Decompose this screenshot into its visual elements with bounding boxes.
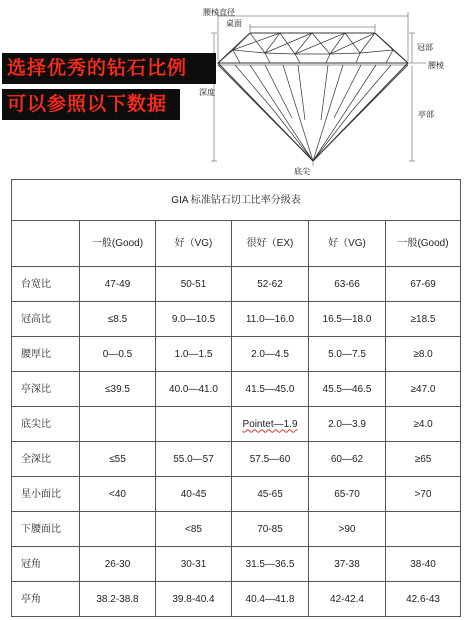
table-cell: 47-49 [80, 267, 156, 302]
table-cell: >70 [386, 477, 461, 512]
table-cell: 41.5—45.0 [232, 372, 309, 407]
table-cell: ≥4.0 [386, 407, 461, 442]
column-header: 很好（EX) [232, 221, 309, 267]
table-cell: <85 [156, 512, 232, 547]
banner-line-2: 可以参照以下数据 [2, 89, 180, 120]
table-cell: 65-70 [309, 477, 386, 512]
table-cell: 55.0—57 [156, 442, 232, 477]
table-cell: 52-62 [232, 267, 309, 302]
diamond-proportion-diagram [0, 0, 465, 175]
table-cell: 0—0.5 [80, 337, 156, 372]
row-label: 台宽比 [12, 267, 80, 302]
table-cell: ≥18.5 [386, 302, 461, 337]
table-cell [156, 407, 232, 442]
table-cell: ≥8.0 [386, 337, 461, 372]
table-cell: ≥65 [386, 442, 461, 477]
table-row [12, 372, 461, 407]
table-cell: 40-45 [156, 477, 232, 512]
table-cell: 30-31 [156, 547, 232, 582]
table-cell: 26-30 [80, 547, 156, 582]
table-corner-cell [12, 221, 80, 267]
table-cell: 45-65 [232, 477, 309, 512]
table-cell: 60—62 [309, 442, 386, 477]
row-label: 亭角 [12, 582, 80, 617]
label-girdle: 腰棱 [428, 61, 444, 70]
gia-cut-grade-table [11, 179, 461, 617]
row-label: 下腰面比 [12, 512, 80, 547]
table-cell: 5.0—7.5 [309, 337, 386, 372]
table-row [12, 442, 461, 477]
table-cell: 40.4—41.8 [232, 582, 309, 617]
table-cell: 67-69 [386, 267, 461, 302]
row-label: 冠高比 [12, 302, 80, 337]
row-label: 亭深比 [12, 372, 80, 407]
table-cell: 2.0—4.5 [232, 337, 309, 372]
row-label: 全深比 [12, 442, 80, 477]
table-cell: >90 [309, 512, 386, 547]
table-cell: ≤39.5 [80, 372, 156, 407]
row-label: 冠角 [12, 547, 80, 582]
label-pavilion: 亭部 [418, 110, 434, 119]
table-row [12, 267, 461, 302]
column-header: 好（VG) [309, 221, 386, 267]
table-cell [80, 407, 156, 442]
table-header-row [12, 221, 461, 267]
table-title: GIA 标准钻石切工比率分级表 [12, 180, 461, 221]
table-cell: 16.5—18.0 [309, 302, 386, 337]
label-girdle-diameter: 腰棱直径 [203, 8, 235, 17]
label-crown: 冠部 [417, 43, 433, 52]
column-header: 一般(Good) [386, 221, 461, 267]
table-row [12, 337, 461, 372]
table-cell: <40 [80, 477, 156, 512]
table-cell: 38.2-38.8 [80, 582, 156, 617]
table-cell: 31.5—36.5 [232, 547, 309, 582]
table-cell [232, 407, 309, 442]
table-cell [80, 512, 156, 547]
table-row [12, 407, 461, 442]
table-cell: 11.0—16.0 [232, 302, 309, 337]
table-row [12, 477, 461, 512]
table-cell: 9.0—10.5 [156, 302, 232, 337]
table-cell: 50-51 [156, 267, 232, 302]
table-cell: 38-40 [386, 547, 461, 582]
table-cell: 39.8-40.4 [156, 582, 232, 617]
table-cell: ≤8.5 [80, 302, 156, 337]
row-label: 星小面比 [12, 477, 80, 512]
table-row [12, 547, 461, 582]
label-depth: 深度 [199, 88, 215, 97]
table-cell: 40.0—41.0 [156, 372, 232, 407]
table-cell: 57.5—60 [232, 442, 309, 477]
table-row [12, 302, 461, 337]
table-cell: 70-85 [232, 512, 309, 547]
banner-line-1: 选择优秀的钻石比例 [2, 53, 216, 84]
table-row [12, 582, 461, 617]
table-cell: 63-66 [309, 267, 386, 302]
table-cell [386, 512, 461, 547]
row-label: 腰厚比 [12, 337, 80, 372]
table-cell: 2.0—3.9 [309, 407, 386, 442]
label-table: 桌面 [226, 19, 242, 28]
table-cell: 45.5—46.5 [309, 372, 386, 407]
table-cell: 42.6-43 [386, 582, 461, 617]
table-cell: 1.0—1.5 [156, 337, 232, 372]
table-row [12, 512, 461, 547]
table-cell: ≥47.0 [386, 372, 461, 407]
promo-banner [2, 53, 216, 120]
table-cell: 42-42.4 [309, 582, 386, 617]
table-cell: ≤55 [80, 442, 156, 477]
column-header: 一般(Good) [80, 221, 156, 267]
column-header: 好（VG) [156, 221, 232, 267]
row-label: 底尖比 [12, 407, 80, 442]
table-cell: 37-38 [309, 547, 386, 582]
label-culet: 底尖 [294, 167, 310, 176]
cell-text: Pointet—1.9 [242, 418, 298, 430]
